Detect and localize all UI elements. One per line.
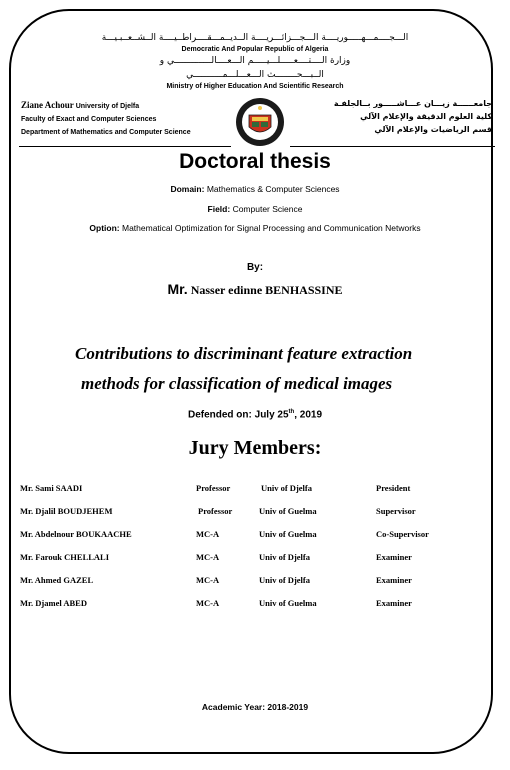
domain-label: Domain: <box>170 184 205 194</box>
jury-name: Mr. Djalil BOUDJEHEM <box>20 506 113 516</box>
jury-role: Examiner <box>376 552 412 562</box>
jury-role: Examiner <box>376 598 412 608</box>
department-english: Department of Mathematics and Computer Science <box>21 129 191 136</box>
jury-role: President <box>376 483 411 493</box>
defense-year: , 2019 <box>294 409 323 421</box>
jury-rank: Professor <box>196 483 231 493</box>
republic-english: Democratic And Popular Republic of Algeria <box>181 46 329 53</box>
jury-role: Examiner <box>376 575 412 585</box>
jury-rank: MC-A <box>196 552 220 562</box>
jury-university: Univ of Djelfa <box>259 552 310 562</box>
jury-role: Supervisor <box>376 506 416 516</box>
university-line <box>21 99 191 113</box>
university-seal-icon <box>235 97 285 147</box>
jury-university: Univ of Guelma <box>259 506 317 516</box>
defense-label: Defended on: July 25 <box>187 409 289 421</box>
field-value: Computer Science <box>232 204 303 214</box>
jury-university: Univ of Djelfa <box>259 575 310 585</box>
domain-value: Mathematics & Computer Sciences <box>206 184 340 194</box>
jury-row <box>0 483 510 495</box>
jury-rank: Professor <box>198 506 233 516</box>
ministry-english: Ministry of Higher Education And Scientific Research <box>166 83 344 90</box>
page-title: Doctoral thesis <box>179 150 331 173</box>
header-rule-left <box>19 146 231 147</box>
author-name: Nasser edinne BENHASSINE <box>190 283 343 297</box>
thesis-title-line1: Contributions to discriminant feature extraction <box>75 344 413 363</box>
by-label: By: <box>246 262 264 273</box>
defense-sup: th <box>288 409 295 415</box>
institution-english <box>21 99 191 139</box>
jury-name: Mr. Djamel ABED <box>20 598 87 608</box>
field-line <box>0 204 510 214</box>
republic-arabic: الـــجــــمـــهـــــوريــــة الـــجـــزائـــريــــة الــديــمـــقــــراطــيــــة الــشــعــبـيـــة <box>101 33 409 43</box>
jury-heading: Jury Members: <box>188 437 322 459</box>
university-name: Ziane Achour <box>21 100 74 110</box>
ministry-arabic-line2: الــبـــحــــــــث الـــعـــلـــمـــــــــــي <box>186 70 324 80</box>
university-suffix: University of Djelfa <box>75 103 140 110</box>
jury-university: Univ of Djelfa <box>261 483 312 493</box>
jury-name: Mr. Farouk CHELLALI <box>20 552 110 562</box>
university-arabic: جامعــــــة زيـــان عـــاشـــــور بــالجلفـة <box>333 99 492 108</box>
jury-row <box>0 506 510 518</box>
option-line <box>0 223 510 233</box>
author-prefix: Mr. <box>167 281 188 297</box>
jury-name: Mr. Abdelnour BOUKAACHE <box>20 529 132 539</box>
field-label: Field: <box>207 204 231 214</box>
thesis-title-line2: methods for classification of medical images <box>81 374 393 393</box>
jury-rank: MC-A <box>196 575 220 585</box>
jury-rank: MC-A <box>196 598 220 608</box>
ministry-arabic-line1: وزارة الــــتــــعـــــلـــيـــــم الـــعــــالــــــــــــــي و <box>159 56 351 66</box>
jury-name: Mr. Ahmed GAZEL <box>20 575 94 585</box>
option-value: Mathematical Optimization for Signal Processing and Communication Networks <box>122 223 421 233</box>
header-rule-right <box>290 146 495 147</box>
jury-name: Mr. Sami SAADI <box>20 483 83 493</box>
jury-role: Co-Supervisor <box>376 529 429 539</box>
faculty-english: Faculty of Exact and Computer Sciences <box>21 116 157 123</box>
jury-row <box>0 552 510 564</box>
department-arabic: قسم الرياضيات والإعلام الآلي <box>374 125 492 134</box>
jury-university: Univ of Guelma <box>259 598 317 608</box>
jury-rank: MC-A <box>196 529 220 539</box>
option-label: Option: <box>89 223 120 233</box>
jury-row <box>0 598 510 610</box>
defense-date <box>0 409 510 420</box>
jury-row <box>0 575 510 587</box>
faculty-arabic: كلية العلوم الدقيقة والإعلام الآلي <box>360 112 492 121</box>
academic-year: Academic Year: 2018-2019 <box>201 702 309 712</box>
domain-line <box>0 184 510 194</box>
jury-row <box>0 529 510 541</box>
jury-university: Univ of Guelma <box>259 529 317 539</box>
author-line <box>0 281 510 298</box>
institution-arabic <box>334 97 492 136</box>
